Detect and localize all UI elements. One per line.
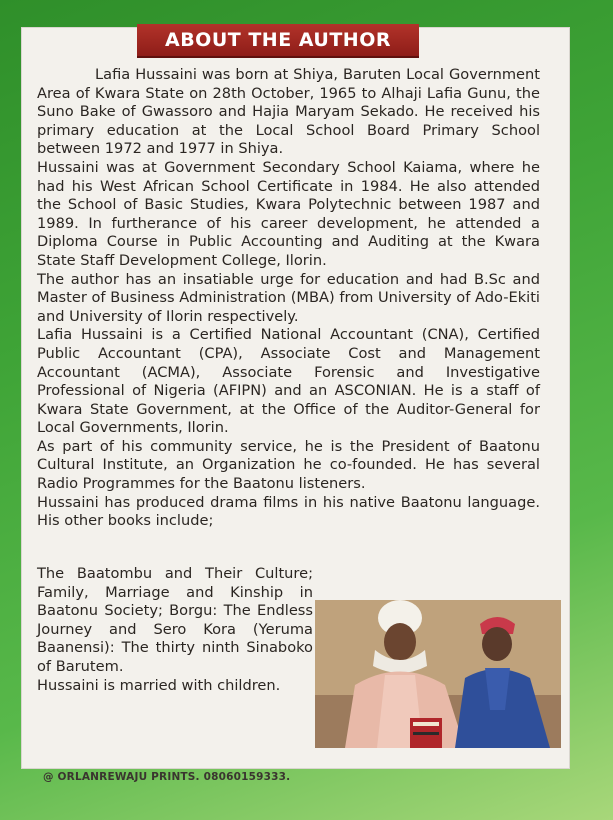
bio-paragraph-birth: Lafia Hussaini was born at Shiya, Baruten Local Government Area of Kwara State on 28th October, 1965 to Alhaji Lafia Gunu, the Suno Bake of Gwassoro and Hajia Maryam Sekado. He received his primary education at the Local School Board Primary School between 1972 and 1977 in Shiya. bbox=[37, 66, 540, 158]
printer-credit: @ ORLANREWAJU PRINTS. 08060159333. bbox=[43, 771, 291, 783]
author-photo-illustration bbox=[315, 600, 561, 748]
bio-paragraph-community: As part of his community service, he is the President of Baatonu Cultural Institute, an Organization he co-founded. He has several Radio Programmes for the Baatonu listeners. bbox=[37, 437, 540, 493]
books-list-text: The Baatombu and Their Culture; Family, Marriage and Kinship in Baatonu Society; Borgu: The Endless Journey and Sero Kora (Yeruma Baanensi): The thirty ninth Sinaboko of Barutem. bbox=[37, 565, 313, 675]
closing-line: Hussaini is married with children. bbox=[37, 676, 281, 694]
author-photo bbox=[315, 600, 561, 748]
biography-text bbox=[37, 66, 540, 531]
books-column bbox=[37, 565, 313, 695]
section-title-banner: ABOUT THE AUTHOR bbox=[137, 24, 419, 58]
bio-paragraph-qualifications: Lafia Hussaini is a Certified National Accountant (CNA), Certified Public Accountant (CPA), Associate Cost and Management Accountant (ACMA), Associate Forensic and Investigative Professional of Nigeria (AFIPN) and an ASCONIAN. He is a staff of Kwara State Government, at the Office of the Auditor-General for Local Governments, Ilorin. bbox=[37, 326, 540, 437]
bio-paragraph-films: Hussaini has produced drama films in his native Baatonu language. His other books include; bbox=[37, 493, 540, 530]
bio-paragraph-degrees: The author has an insatiable urge for education and had B.Sc and Master of Business Administration (MBA) from University of Ado-Ekiti and University of Ilorin respectively. bbox=[37, 270, 540, 325]
bio-paragraph-schooling: Hussaini was at Government Secondary School Kaiama, where he had his West African School Certificate in 1984. He also attended the School of Basic Studies, Kwara Polytechnic between 1987 and 1989. In furtherance of his career development, he attended a Diploma Course in Public Accounting and Auditing at the Kwara State Staff Development College, Ilorin. bbox=[37, 158, 540, 269]
